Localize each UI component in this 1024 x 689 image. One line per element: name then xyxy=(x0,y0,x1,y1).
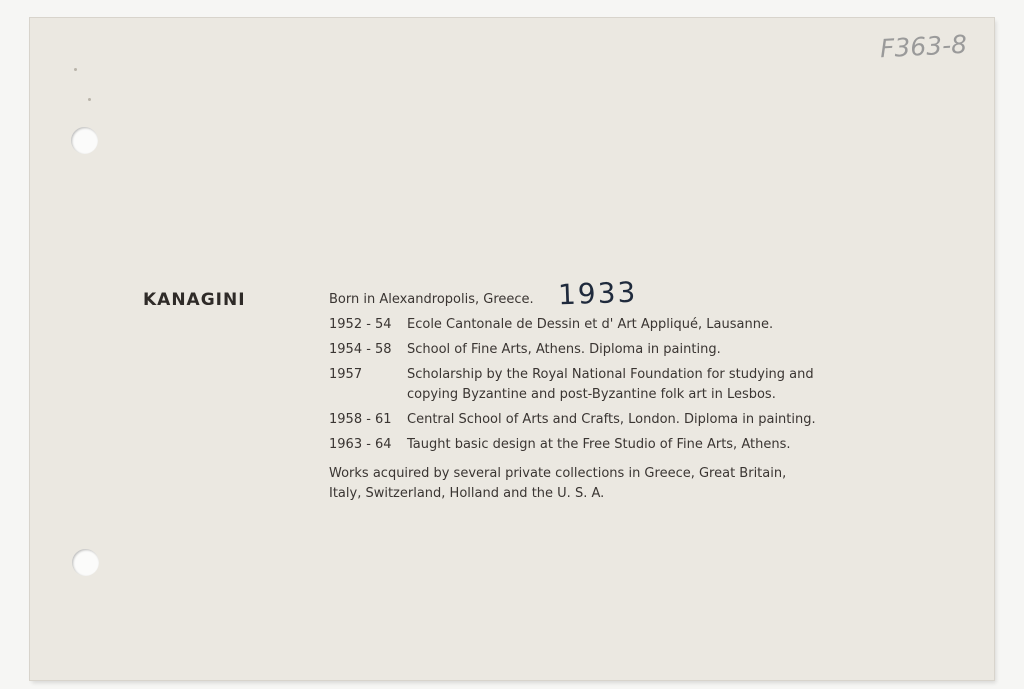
timeline-entry xyxy=(329,410,819,430)
timeline-entry xyxy=(329,365,819,405)
entry-text: Taught basic design at the Free Studio of Fine Arts, Athens. xyxy=(407,437,791,452)
born-line xyxy=(329,275,819,312)
entry-years: 1954 - 58 xyxy=(329,342,392,357)
entry-text: School of Fine Arts, Athens. Diploma in painting. xyxy=(407,342,721,357)
entry-years: 1952 - 54 xyxy=(329,317,392,332)
entry-text: Central School of Arts and Crafts, London. Diploma in painting. xyxy=(407,412,816,427)
archive-code: F363-8 xyxy=(879,29,968,64)
entry-text: Ecole Cantonale de Dessin et d' Art Appliqué, Lausanne. xyxy=(407,317,774,332)
entry-text: Scholarship by the Royal National Foundation for studying and copying Byzantine and post-Byzantine folk art in Lesbos. xyxy=(407,367,814,402)
timeline-entry xyxy=(329,340,819,360)
biography-card xyxy=(30,18,994,680)
timeline-entry xyxy=(329,315,819,335)
works-acquired-text: Works acquired by several private collections in Greece, Great Britain, Italy, Switzerland, Holland and the U. S. A. xyxy=(329,466,787,501)
punch-hole-bottom xyxy=(72,549,99,576)
entry-years: 1963 - 64 xyxy=(329,437,392,452)
entry-years: 1957 xyxy=(329,367,363,382)
artist-name: KANAGINI xyxy=(143,290,246,310)
paper-speck xyxy=(74,68,77,71)
punch-hole-top xyxy=(71,127,98,154)
paper-speck xyxy=(88,98,91,101)
birthplace-text: Born in Alexandropolis, Greece. xyxy=(329,292,534,307)
timeline-entry xyxy=(329,435,819,455)
entry-years: 1958 - 61 xyxy=(329,412,392,427)
biography-text xyxy=(329,275,819,504)
handwritten-birth-year: 1933 xyxy=(557,275,638,312)
